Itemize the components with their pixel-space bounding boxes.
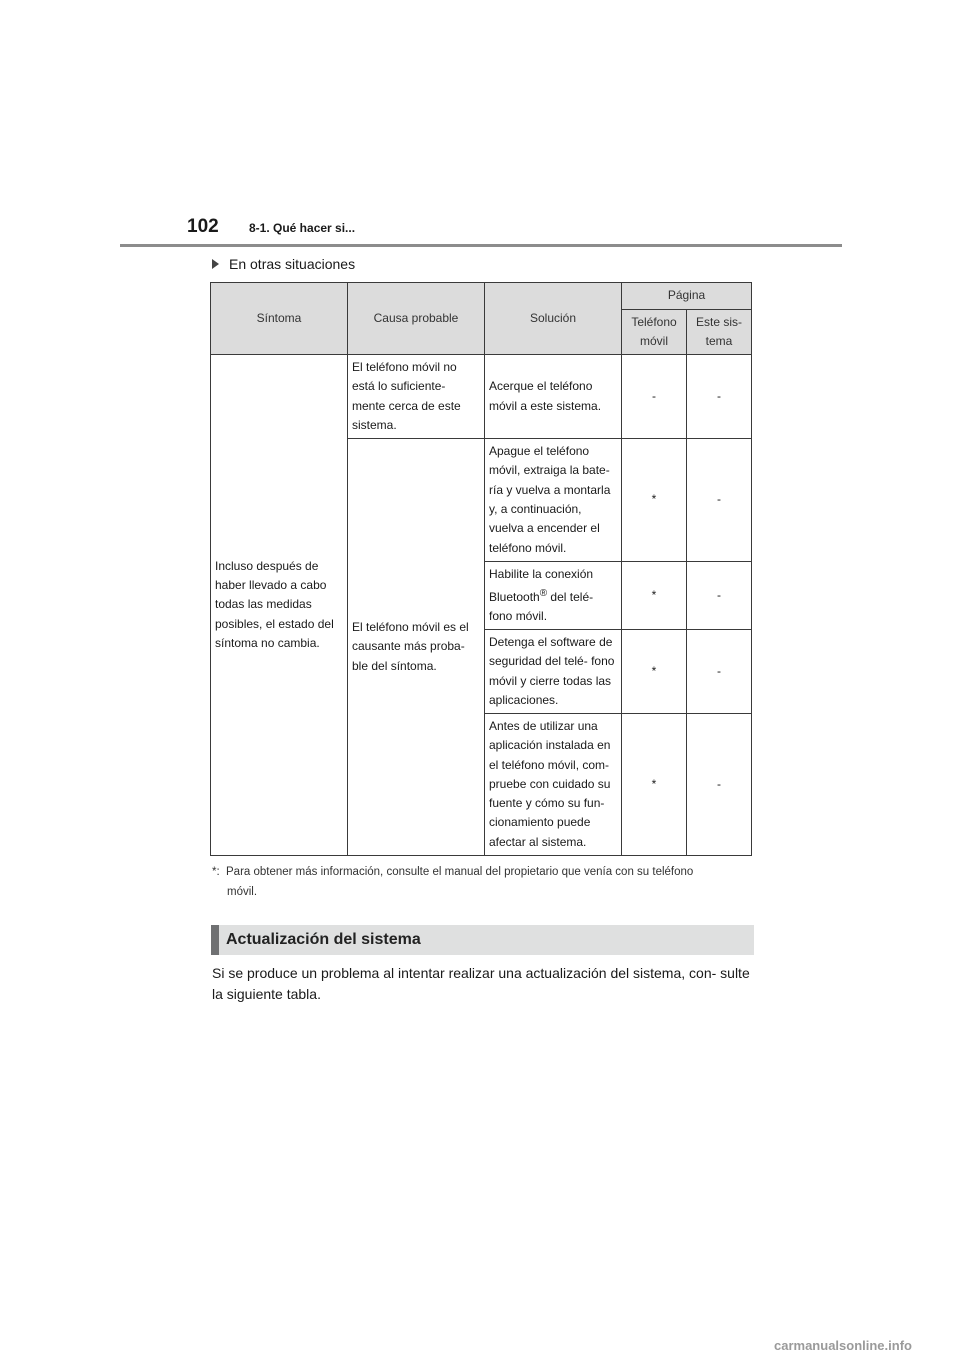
body-paragraph: Si se produce un problema al intentar realizar una actualización del sistema, con- sulte la siguiente tabla. — [212, 965, 750, 1002]
cause-cell: El teléfono móvil no está lo suficiente- mente cerca de este sistema. — [348, 355, 485, 439]
footnote-line2: móvil. — [227, 886, 258, 898]
registered-mark: ® — [539, 587, 548, 599]
header-page: Página — [622, 283, 752, 310]
banner-title: Actualización del sistema — [226, 931, 421, 948]
troubleshooting-table — [210, 282, 752, 856]
phone-page-cell: * — [622, 439, 687, 562]
situation-heading-text: En otras situaciones — [229, 256, 356, 272]
footnote-marker: *: — [212, 866, 220, 878]
phone-page-cell: - — [622, 355, 687, 439]
solution-cell: Acerque el teléfono móvil a este sistema. — [485, 355, 622, 439]
header-cause: Causa probable — [348, 283, 485, 355]
cause-cell: El teléfono móvil es el causante más proba- ble del síntoma. — [348, 439, 485, 856]
phone-page-cell: * — [622, 562, 687, 630]
system-page-cell: - — [687, 439, 752, 562]
section-title: 8-1. Qué hacer si... — [249, 221, 356, 235]
solution-cell: Apague el teléfono móvil, extraiga la bate- ría y vuelva a montarla y, a continuación, vuelva a encender el teléfono móvil. — [485, 439, 622, 562]
triangle-bullet-icon — [212, 259, 219, 269]
system-page-cell: - — [687, 355, 752, 439]
header-symptom: Síntoma — [211, 283, 348, 355]
solution-text: del telé- fono móvil. — [489, 589, 594, 624]
footnote-line1: Para obtener más información, consulte el manual del propietario que venía con su teléfono — [226, 866, 694, 878]
header-divider — [120, 244, 842, 247]
phone-page-cell: * — [622, 714, 687, 856]
solution-cell: Antes de utilizar una aplicación instalada en el teléfono móvil, com- pruebe con cuidado su fuente y cómo su fun- cionamiento puede afectar al sistema. — [485, 714, 622, 856]
system-page-cell: - — [687, 630, 752, 714]
page-number: 102 — [187, 216, 219, 237]
solution-cell — [485, 562, 622, 630]
solution-text: Habilite la conexión Bluetooth — [489, 566, 594, 604]
header-solution: Solución — [485, 283, 622, 355]
header-phone: Teléfono móvil — [622, 310, 687, 355]
symptom-cell: Incluso después de haber llevado a cabo todas las medidas posibles, el estado del síntoma no cambia. — [211, 355, 348, 856]
system-page-cell: - — [687, 562, 752, 630]
banner-accent-bar — [211, 925, 219, 955]
situation-heading — [212, 256, 355, 272]
watermark: carmanualsonline.info — [774, 1338, 912, 1353]
section-banner — [211, 925, 754, 955]
table-row — [211, 355, 752, 439]
header-system: Este sis- tema — [687, 310, 752, 355]
solution-cell: Detenga el software de seguridad del telé- fono móvil y cierre todas las aplicaciones. — [485, 630, 622, 714]
footnote — [212, 862, 757, 902]
system-page-cell: - — [687, 714, 752, 856]
phone-page-cell: * — [622, 630, 687, 714]
